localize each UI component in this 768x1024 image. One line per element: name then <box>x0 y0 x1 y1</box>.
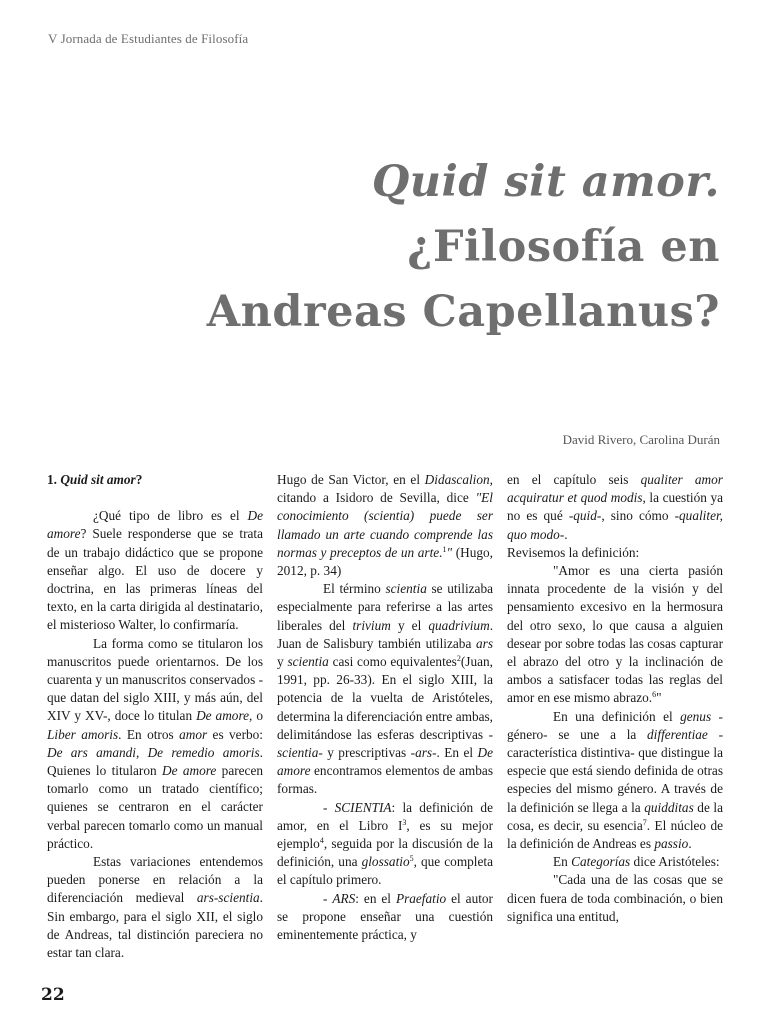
paragraph: El término scientia se utilizaba especialmente para referirse a las artes liberales del trivium y el quadrivium. Juan de Salisbury también utilizaba ars y scientia casi como equivalentes$^2$(Juan, 1991, pp. 26-33). En el siglo XIII, la potencia de la vuelta de Aristóteles, determina la diferenciación entre ambas, delimitándose las esferas descriptivas -scientia- y prescriptivas -ars-. En el De amore encontramos elementos de ambas formas. <box>277 581 494 797</box>
paragraph: En una definición el genus -género- se une a la differentiae -característica distintiva- que distingue la especie que está siendo definida de otras especies del mismo género. A través de la definición se llega a la quidditas de la cosa, es decir, su esencia$^7$. El núcleo de la definición de Andreas es passio. <box>507 708 724 852</box>
title-line-1: Quid sit amor. <box>371 157 720 207</box>
running-head: V Jornada de Estudiantes de Filosofía <box>48 31 249 46</box>
footnote-ref: 7 <box>642 817 647 827</box>
text-column-1 <box>47 471 263 962</box>
page-number: 22 <box>41 985 65 1005</box>
paragraph: Hugo de San Victor, en el Didascalion, citando a Isidoro de Sevilla, dice "El conocimiento (scientia) puede ser llamado un arte cuando comprende las normas y preceptos de un arte.$^1$" (Hugo, 2012, p. 34) <box>277 472 493 579</box>
paragraph: La forma como se titularon los manuscritos puede orientarnos. De los cuarenta y un manuscritos conservados -que datan del siglo XIII, y más aún, del XIV y XV-, doce lo titulan De amore, o Liber amoris. En otros amor es verbo: De ars amandi, De remedio amoris. Quienes lo titularon De amore parecen tomarlo como un tratado científico; quienes se centraron en el carácter verbal parecen tomarlo como un manual práctico. <box>47 635 264 851</box>
paragraph: - ARS: en el Praefatio el autor se propone enseñar una cuestión eminentemente práctica, y <box>277 890 493 943</box>
footnote-ref: 4 <box>319 836 324 846</box>
paragraph: en el capítulo seis qualiter amor acquiratur et quod modis, la cuestión ya no es qué -quid-, sino cómo -qualiter, quo modo-. <box>507 472 723 542</box>
title-line-3: Andreas Capellanus? <box>206 287 720 337</box>
footnote-ref: 6 <box>652 690 657 700</box>
title-line-2: ¿Filosofía en <box>407 222 720 272</box>
paragraph: Estas variaciones entendemos pueden ponerse en relación a la diferenciación medieval ars-scientia. Sin embargo, para el siglo XII, el siglo de Andreas, tal distinción pareciera no estar tan clara. <box>47 854 263 961</box>
paragraph: - SCIENTIA: la definición de amor, en el Libro $I^3$, es su mejor ejemplo$^4$, seguida por la discusión de la definición, una glossatio$^5$, que completa el capítulo primero. <box>277 799 493 888</box>
quotation: "Amor es una cierta pasión innata procedente de la visión y del pensamiento excesivo en la hermosura del otro sexo, lo que causa a alguien desear por sobre todas las cosas capturar el abrazo del otro y la inclinación de ambos a satisfacer todas las reglas del amor en ese mismo abrazo.$^6$" <box>507 563 723 706</box>
paragraph: En Categorías dice Aristóteles: <box>553 854 720 870</box>
section-heading: 1. Quid sit amor? <box>47 472 143 487</box>
text-column-3 <box>507 471 723 926</box>
article-title <box>207 150 720 345</box>
footnote-ref: 3 <box>402 817 407 827</box>
footnote-ref: 5 <box>409 854 414 864</box>
footnote-ref: 2 <box>456 654 461 664</box>
paragraph: Revisemos la definición: <box>507 544 640 560</box>
authors: David Rivero, Carolina Durán <box>562 432 720 447</box>
footnote-ref: 1 <box>442 544 447 554</box>
quotation: "Cada una de las cosas que se dicen fuera de toda combinación, o bien significa una entitud, <box>507 872 723 924</box>
paragraph: ¿Qué tipo de libro es el De amore? Suele responderse que se trata de un trabajo didáctico que se propone enseñar algo. El uso de docere y doctrina, en las primeras líneas del texto, en la carta dirigida al destinatario, el misterioso Walter, lo confirmaría. <box>47 508 263 633</box>
text-column-2 <box>277 471 493 944</box>
